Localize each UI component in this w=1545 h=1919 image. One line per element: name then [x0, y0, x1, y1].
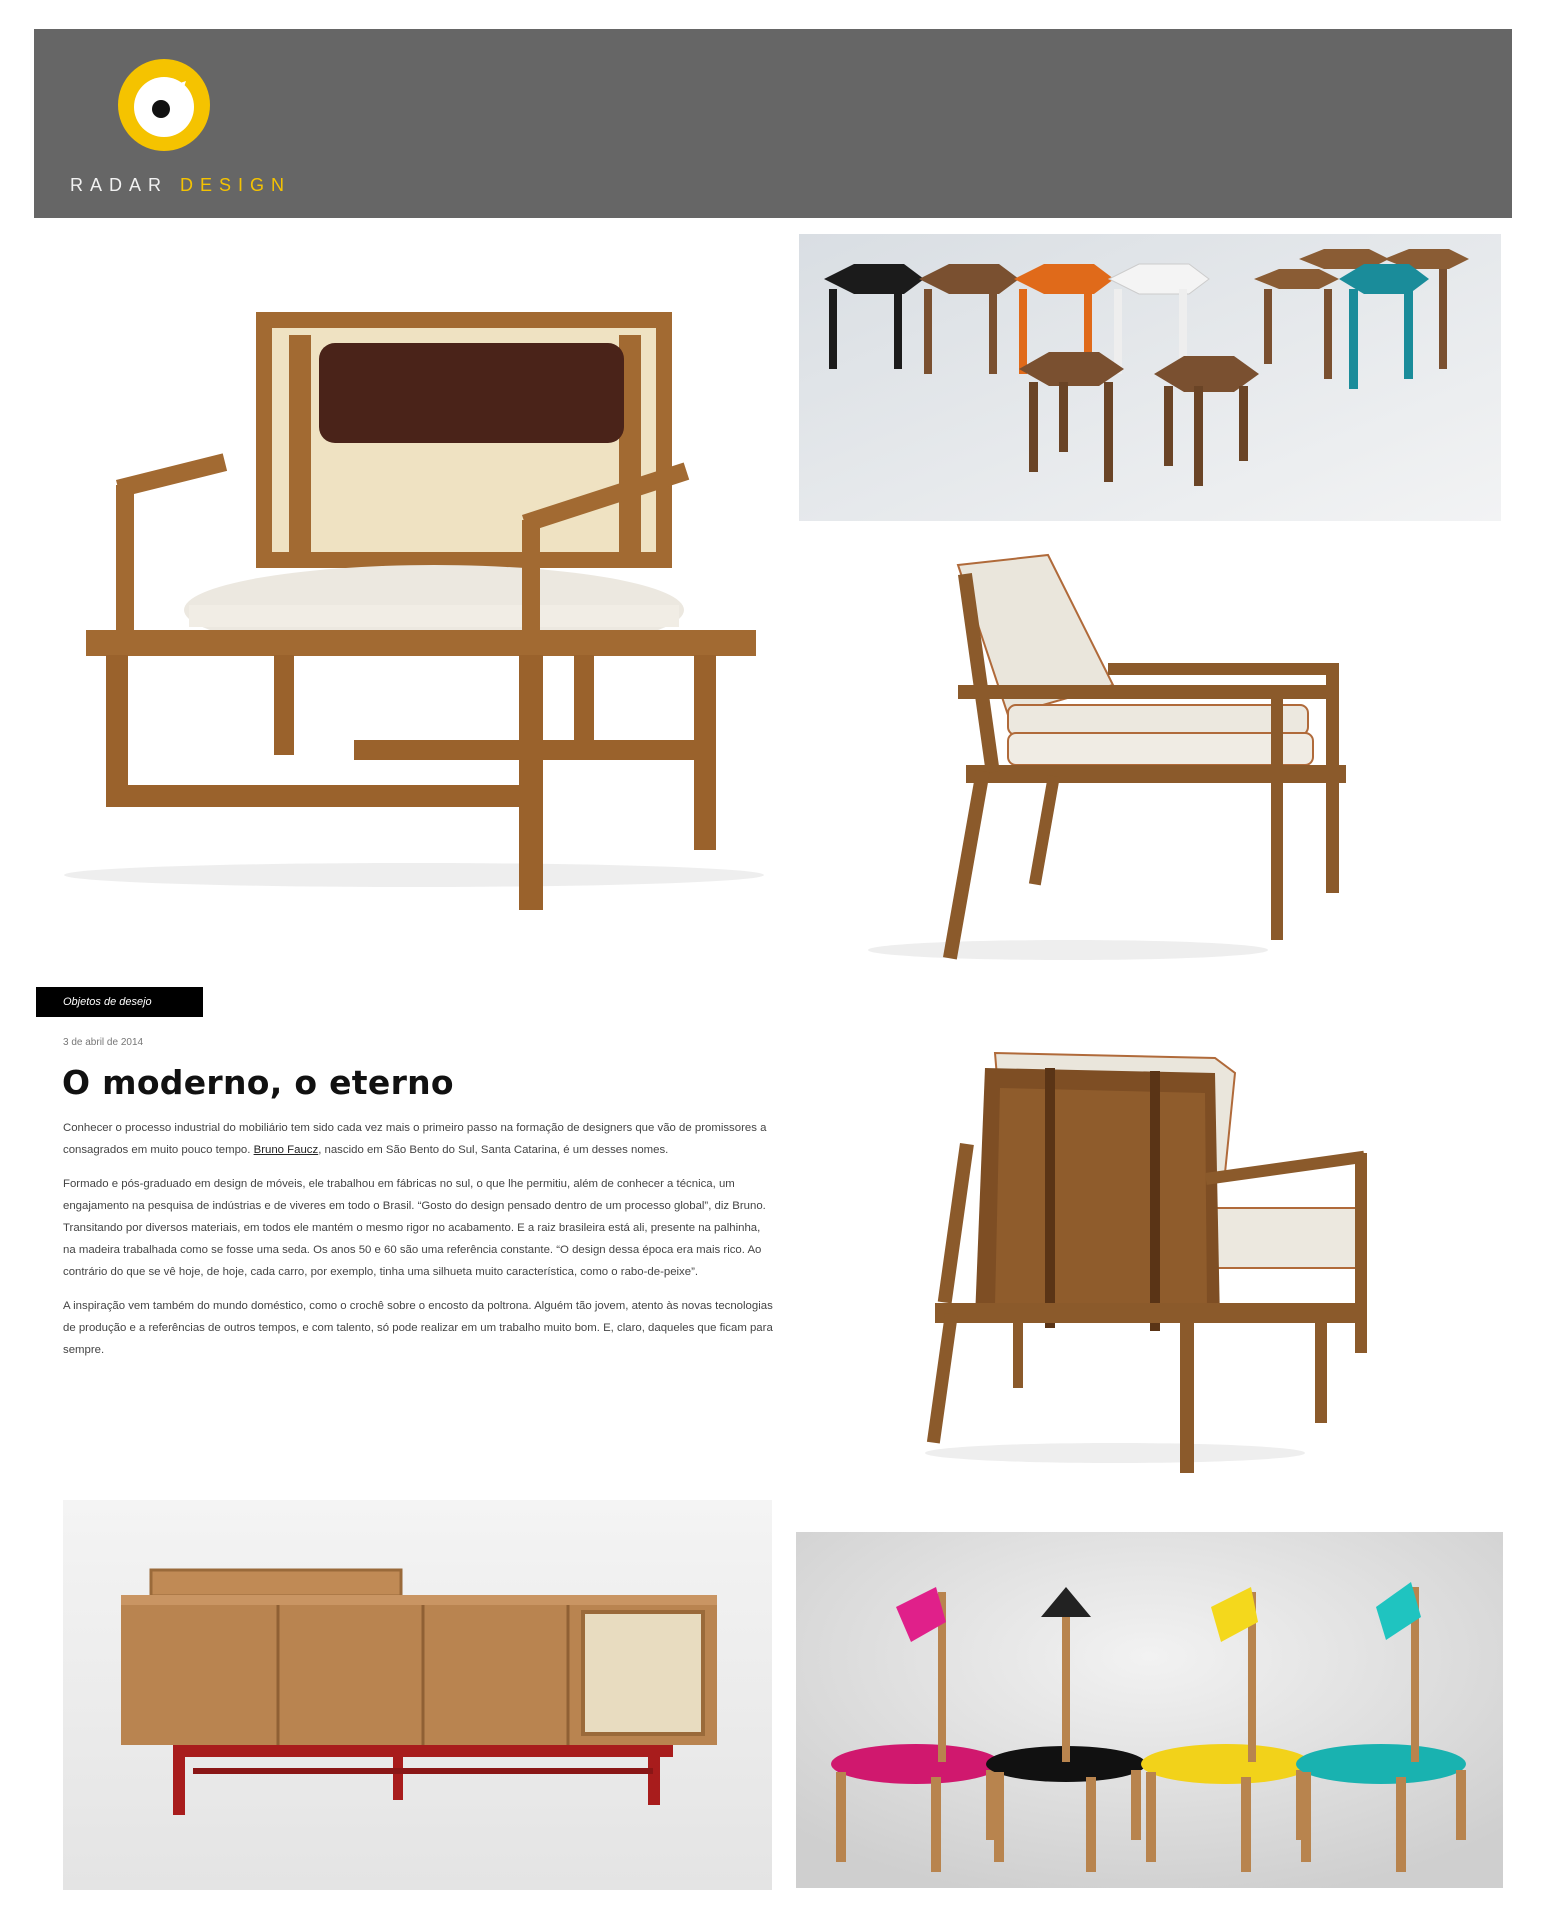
author-link[interactable]: Bruno Faucz — [253, 1144, 319, 1156]
article-paragraph-2: Formado e pós-graduado em design de móveis, ele trabalhou em fábricas no sul, o que lhe permitiu, além de conhecer a técnica, um engajamento na pesquisa de indústrias e de viveres em todo o Brasil. “Gosto do design pensado dentro de um processo global”, diz Bruno. — [63, 1178, 766, 1212]
armchair-back-photo — [915, 1043, 1385, 1480]
p1-text-after: , nascido em São Bento do Sul, Santa Catarina, é um desses nomes. — [318, 1144, 669, 1156]
article-body — [63, 1117, 773, 1373]
brand-wordmark[interactable] — [70, 175, 291, 196]
eye-icon[interactable] — [116, 57, 212, 153]
lamp-tables-photo — [796, 1532, 1503, 1888]
article-paragraph-3: Transitando por diversos materiais, em todos ele mantém o mesmo rigor no acabamento. E a raiz brasileira está ali, presente na palhinha, na madeira trabalhada como se fosse uma seda. Os anos 50 e 60 são uma referência constante. “O design dessa época era mais rico. Ao contrário do que se vê hoje, de hoje, cada carro, por exemplo, tinha uma silhueta muito característica, como o rabo-de-peixe”. — [63, 1222, 762, 1278]
sideboard-photo — [63, 1500, 772, 1890]
site-header — [34, 29, 1512, 218]
brand-name-part1: RADAR — [70, 175, 169, 195]
category-tag[interactable]: Objetos de desejo — [36, 987, 203, 1017]
article-paragraph-1 — [63, 1117, 773, 1161]
armchair-side-photo — [858, 545, 1358, 985]
brand-name-part2: DESIGN — [180, 175, 292, 195]
hexagonal-stools-photo — [799, 234, 1501, 521]
p1-text-before: Conhecer o processo industrial do mobiliário tem sido cada vez mais o primeiro passo na formação de designers que vão de promissores a consagrados em muito pouco tempo. — [63, 1122, 767, 1156]
post-date: 3 de abril de 2014 — [63, 1037, 144, 1048]
article-title: O moderno, o eterno — [62, 1063, 454, 1102]
armchair-caned-photo — [34, 235, 774, 925]
article-paragraph-4: A inspiração vem também do mundo doméstico, como o crochê sobre o encosto da poltrona. Alguém tão jovem, atento às novas tecnologias de produção e a referências de outros tempos, e com talento, só pode realizar em um trabalho muito bom. E, claro, daqueles que ficam para sempre. — [63, 1300, 773, 1356]
